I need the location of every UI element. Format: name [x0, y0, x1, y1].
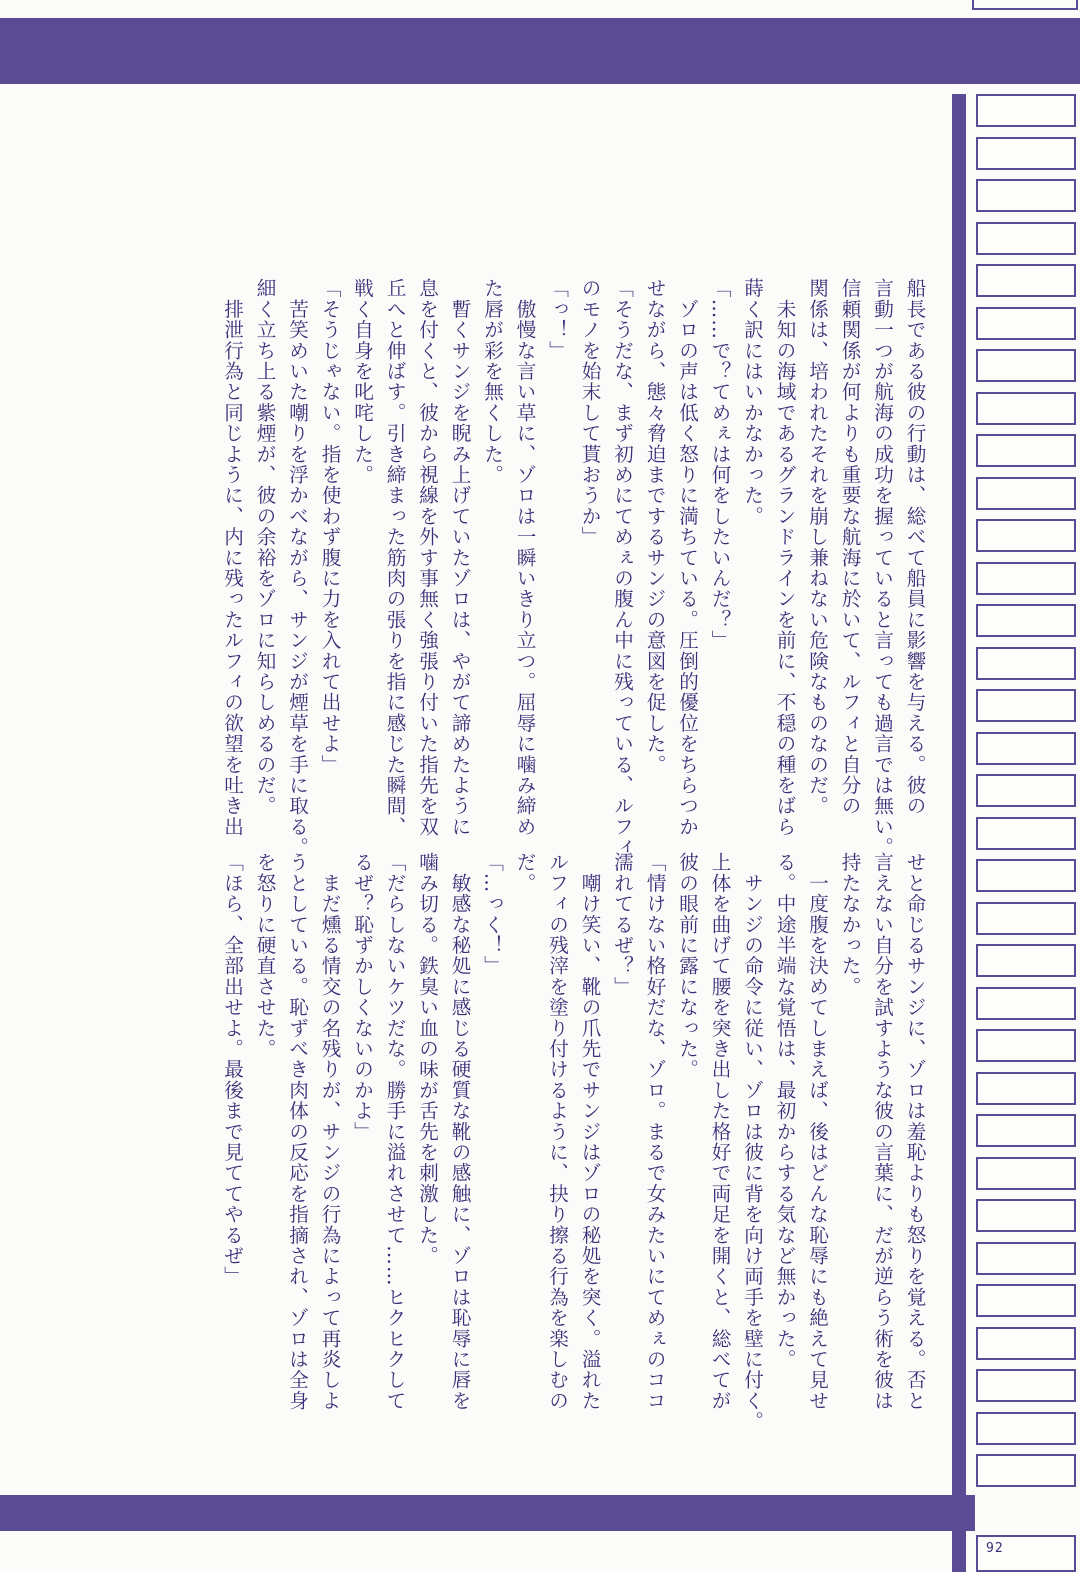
ruled-cell: [976, 604, 1076, 637]
ruled-cell: [976, 392, 1076, 425]
ruled-cell: [976, 647, 1076, 680]
ruled-cell: [976, 477, 1076, 510]
upper-text-block: 船長である彼の行動は、総べて船員に影響を与える。彼の 言動一つが航海の成功を握っていると言っても過言では無い。 信頼関係が何よりも重要な航海に於いて、ルフィと自分の 関係は、培われたそれを崩し兼ねない危険なものなのだ。 未知の海域であるグランドラインを前に、不穏の種をばら 蒔く訳にはいかなかった。 「……で？てめぇは何をしたいんだ？」 ゾロの声は低く怒りに満ちている。圧倒的優位をちらつか せながら、態々脅迫までするサンジの意図を促した。 「そうだな、まず初めにてめぇの腹ん中に残っている、ルフィ のモノを始末して貰おうか」 「っ！」 傲慢な言い草に、ゾロは一瞬いきり立つ。屈辱に噛み締め た唇が彩を無くした。 暫くサンジを睨み上げていたゾロは、やがて諦めたように 息を付くと、彼から視線を外す事無く強張り付いた指先を双 丘へと伸ばす。引き締まった筋肉の張りを指に感じた瞬間、 戦く自身を叱咤した。 「そうじゃない。指を使わず腹に力を入れて出せよ」 苦笑めいた嘲りを浮かべながら、サンジが煙草を手に取る。 細く立ち上る紫煙が、彼の余裕をゾロに知らしめるのだ。 排泄行為と同じように、内に残ったルフィの欲望を吐き出: [220, 278, 926, 858]
ruled-cell: [976, 307, 1076, 340]
ruled-cell: [976, 434, 1076, 467]
ruled-cell: [976, 1114, 1076, 1147]
right-margin-bar: [952, 94, 966, 1572]
ruled-cell: [976, 774, 1076, 807]
ruled-margin-grid: [976, 94, 1076, 1490]
page-number-box: [976, 1535, 1076, 1572]
ruled-cell: [976, 859, 1076, 892]
ruled-cell: [976, 137, 1076, 170]
ruled-cell: [976, 349, 1076, 382]
ruled-cell: [976, 179, 1076, 212]
lower-text-block: せと命じるサンジに、ゾロは羞恥よりも怒りを覚える。否と 言えない自分を試すような彼の言葉に、だが逆らう術を彼は 持たなかった。 一度腹を決めてしまえば、後はどんな恥辱にも絶えて見せ る。中途半端な覚悟は、最初からする気など無かった。 サンジの命令に従い、ゾロは彼に背を向け両手を壁に付く。 上体を曲げて腰を突き出した格好で両足を開くと、総べてが 彼の眼前に露になった。 「情けない格好だな、ゾロ。まるで女みたいにてめぇのココ 濡れてるぜ？」 嘲け笑い、靴の爪先でサンジはゾロの秘処を突く。溢れた ルフィの残滓を塗り付けるように、抉り擦る行為を楽しむの だ。 「…っく！」 敏感な秘処に感じる硬質な靴の感触に、ゾロは恥辱に唇を 噛み切る。鉄臭い血の味が舌先を刺激した。 「だらしないケツだな。勝手に溢れさせて……ヒクヒクして るぜ？恥ずかしくないのかよ」 まだ燻る情交の名残りが、サンジの行為によって再炎しよ うとしている。恥ずべき肉体の反応を指摘され、ゾロは全身 を怒りに硬直させた。 「ほら、全部出せよ。最後まで見ててやるぜ」: [220, 852, 926, 1432]
ruled-cell: [976, 1199, 1076, 1232]
ruled-cell: [976, 1029, 1076, 1062]
ruled-cell: [976, 94, 1076, 127]
ruled-cell: [976, 902, 1076, 935]
top-right-corner-frame: [972, 0, 1078, 10]
ruled-cell: [976, 519, 1076, 552]
ruled-cell: [976, 817, 1076, 850]
ruled-cell: [976, 562, 1076, 595]
ruled-cell: [976, 1327, 1076, 1360]
ruled-cell: [976, 1242, 1076, 1275]
ruled-cell: [976, 222, 1076, 255]
ruled-cell: [976, 1284, 1076, 1317]
ruled-cell: [976, 732, 1076, 765]
page-number: 92: [986, 1541, 1004, 1556]
ruled-cell: [976, 1369, 1076, 1402]
ruled-cell: [976, 264, 1076, 297]
ruled-cell: [976, 944, 1076, 977]
ruled-cell: [976, 1072, 1076, 1105]
ruled-cell: [976, 1412, 1076, 1445]
bottom-footer-band: [0, 1495, 975, 1531]
ruled-cell: [976, 689, 1076, 722]
ruled-cell: [976, 1157, 1076, 1190]
top-header-band: [0, 18, 1080, 84]
ruled-cell: [976, 1454, 1076, 1487]
ruled-cell: [976, 987, 1076, 1020]
